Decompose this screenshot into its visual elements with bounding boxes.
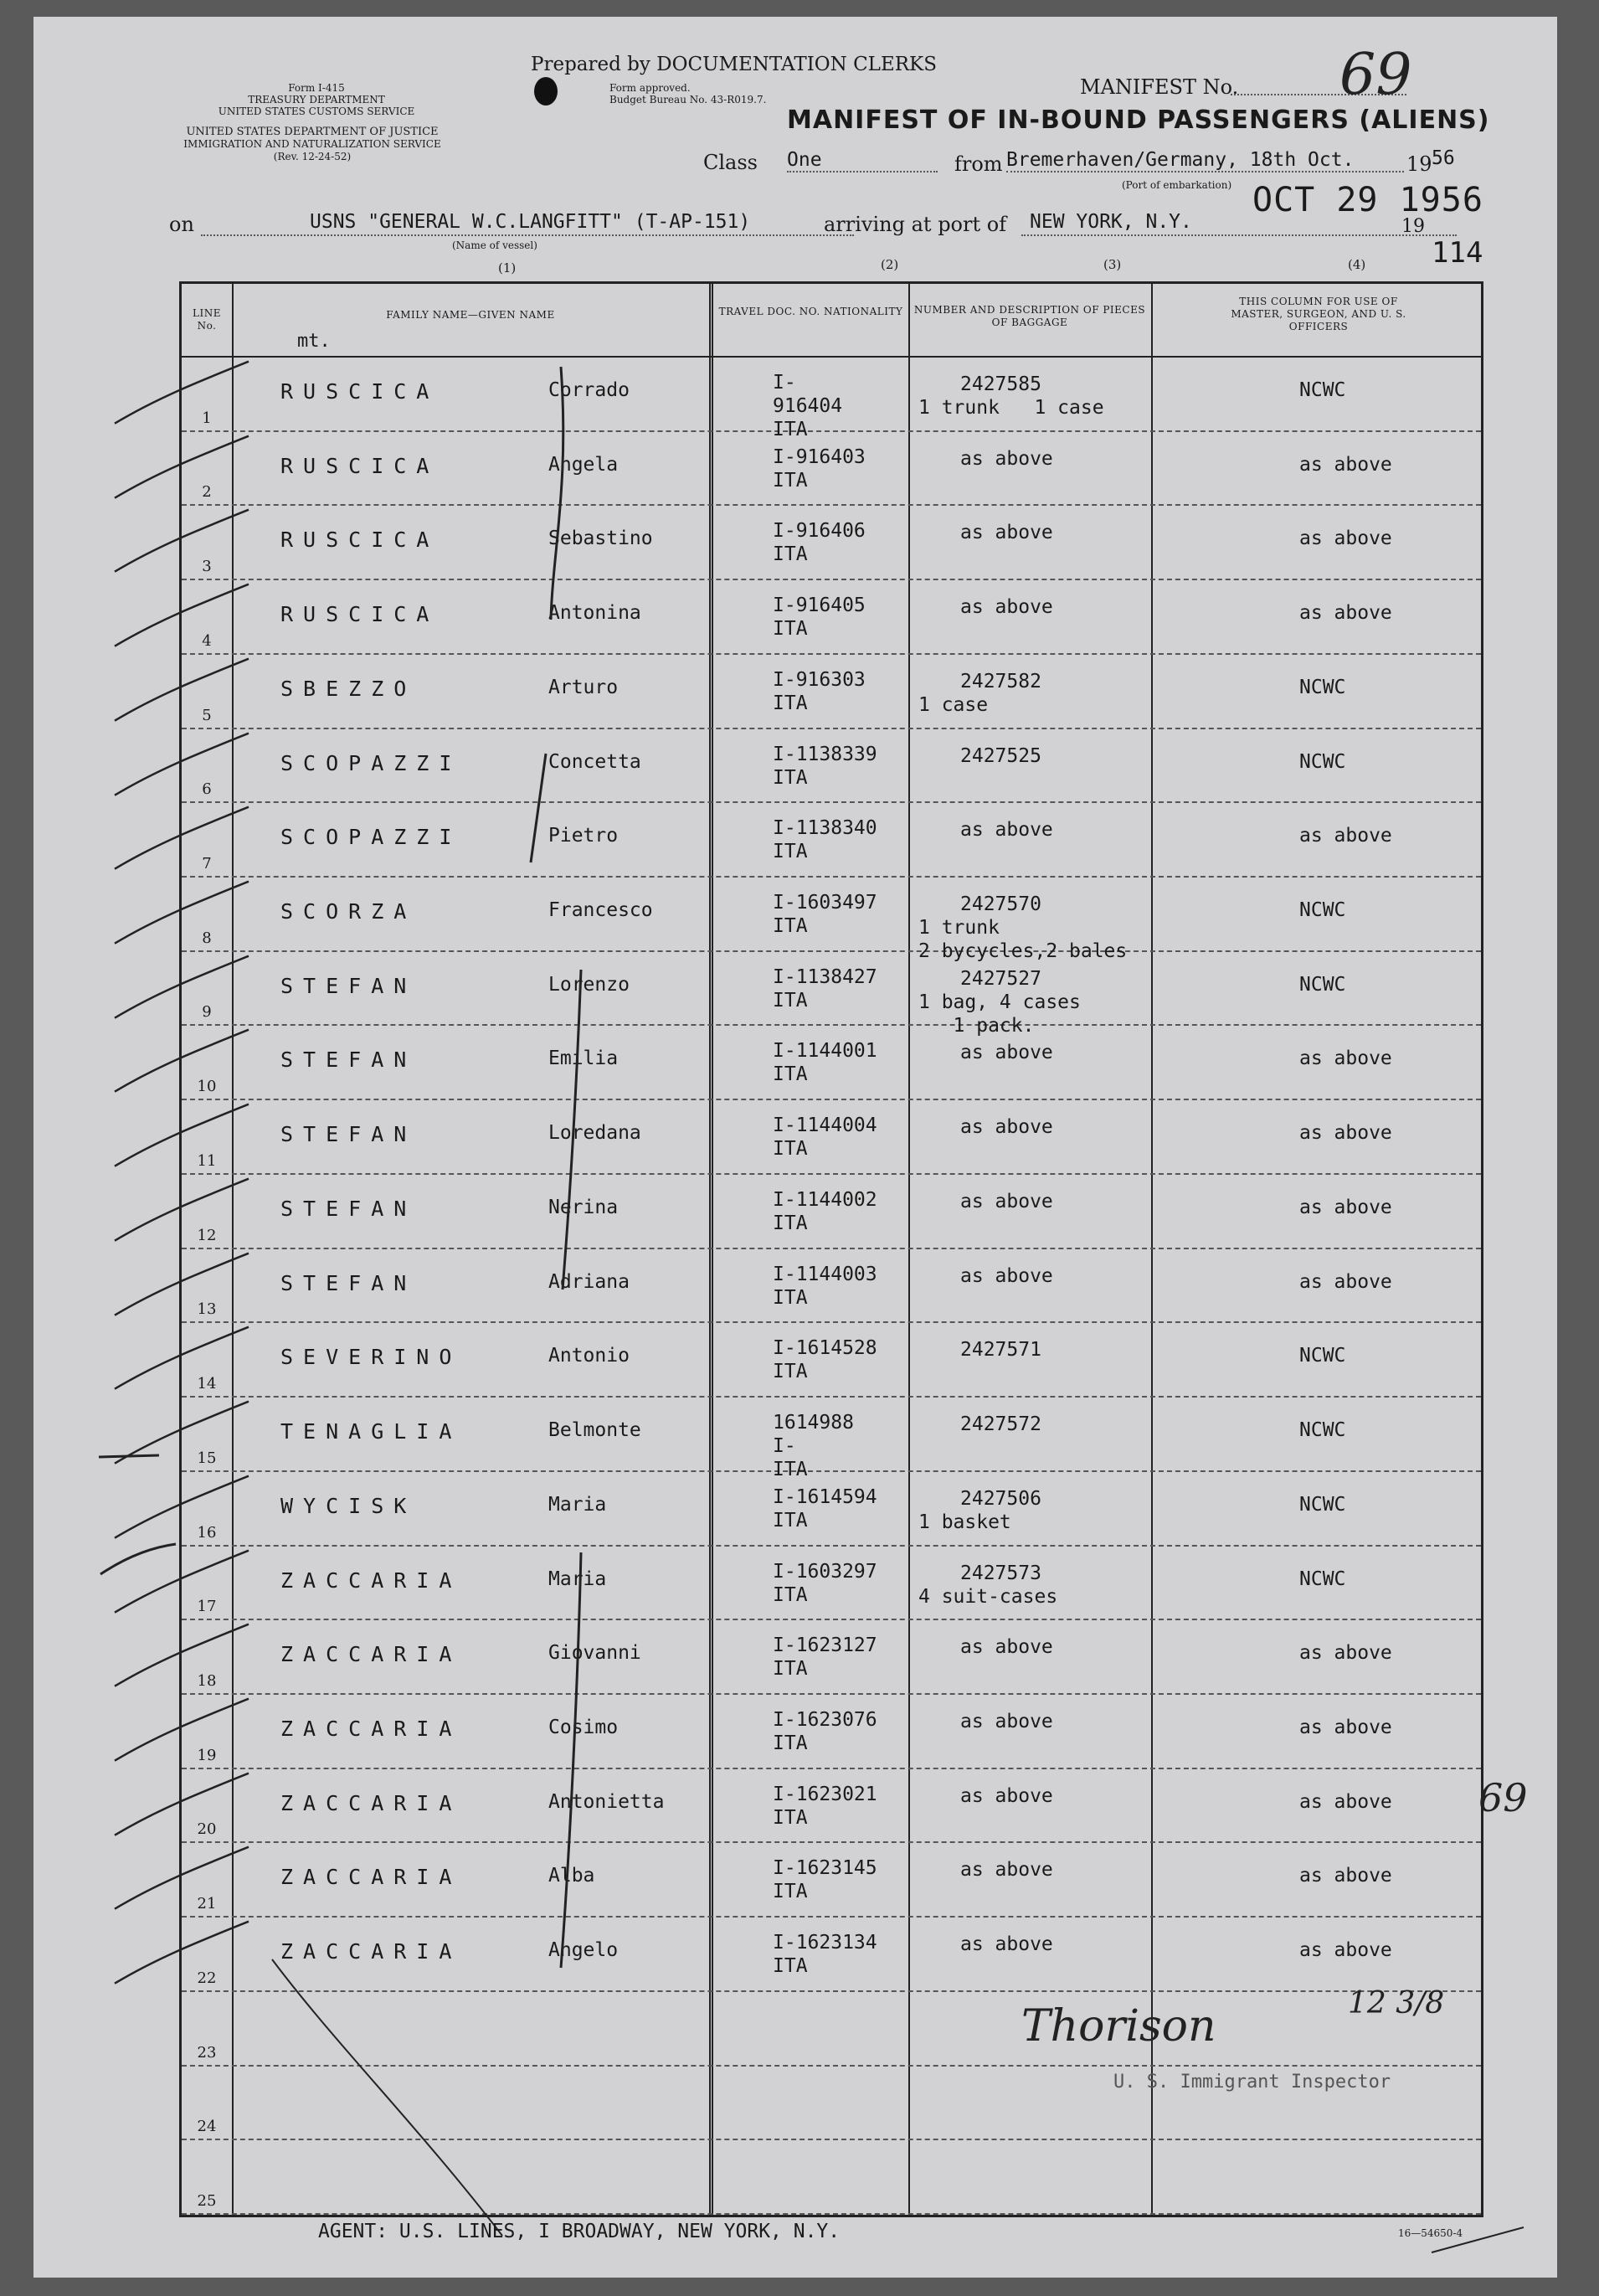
line-number: 12: [197, 1226, 217, 1244]
baggage-number: as above: [960, 1710, 1053, 1732]
given-name: Emilia: [548, 1048, 619, 1070]
travel-doc-number: I-1144003: [773, 1263, 877, 1285]
given-name: Francesco: [548, 899, 653, 922]
officer-note: NCWC: [1299, 899, 1346, 922]
port-caption: (Port of embarkation): [1122, 179, 1232, 191]
given-name: Sebastino: [548, 528, 653, 550]
family-name: RUSCICA: [280, 453, 440, 478]
baggage-description: 1 bag, 4 cases 1 pack.: [918, 991, 1081, 1037]
margin-dash: [99, 1455, 159, 1457]
travel-doc-number: I-1614528: [773, 1337, 877, 1360]
line-number: 8: [202, 929, 212, 947]
family-name: WYCISK: [280, 1493, 417, 1518]
family-name: RUSCICA: [280, 528, 440, 553]
family-name: STEFAN: [280, 1270, 417, 1295]
nationality: ITA: [773, 841, 808, 863]
line-number: 3: [202, 558, 212, 576]
nationality: ITA: [773, 618, 808, 641]
form-line-2: TREASURY DEPARTMENT: [248, 94, 385, 106]
family-name: STEFAN: [280, 1196, 417, 1221]
travel-doc-number: I-916405: [773, 595, 866, 617]
baggage-number: as above: [960, 1859, 1053, 1882]
officer-note: as above: [1299, 602, 1392, 625]
line-number: 15: [197, 1449, 217, 1467]
header-line-no: LINE No.: [193, 307, 221, 332]
family-name: RUSCICA: [280, 602, 440, 627]
header-baggage: NUMBER AND DESCRIPTION OF PIECES OF BAGGAGE: [913, 304, 1146, 328]
family-name: ZACCARIA: [280, 1865, 462, 1890]
line-number: 11: [197, 1151, 217, 1170]
manifest-sheet: [33, 17, 1557, 2278]
bracket-zaccaria: [561, 1552, 581, 1968]
on-label: on: [169, 213, 194, 236]
travel-doc-number: 1614988 I-: [773, 1412, 854, 1458]
margin-dash: [100, 1544, 176, 1574]
travel-doc-number: I- 916404: [773, 372, 843, 417]
baggage-number: as above: [960, 1042, 1053, 1064]
line-number: 19: [197, 1746, 217, 1764]
officer-note: NCWC: [1299, 1493, 1346, 1516]
closing-stroke: [272, 1959, 502, 2236]
given-name: Angelo: [548, 1939, 619, 1962]
given-name: Lorenzo: [548, 973, 630, 996]
baggage-number: as above: [960, 1636, 1053, 1659]
given-name: Angela: [548, 453, 619, 476]
bracket-ruscica: [551, 367, 563, 620]
baggage-number: as above: [960, 1784, 1053, 1807]
travel-doc-number: I-1623145: [773, 1857, 877, 1880]
line-number: 4: [202, 631, 212, 650]
baggage-number: as above: [960, 1933, 1053, 1956]
nationality: ITA: [773, 915, 808, 938]
baggage-description: 1 basket: [918, 1511, 1011, 1533]
form-line-3: UNITED STATES CUSTOMS SERVICE: [218, 106, 415, 117]
travel-doc-number: I-1623127: [773, 1634, 877, 1657]
inspector-title: U. S. Immigrant Inspector: [1113, 2072, 1391, 2093]
family-name: ZACCARIA: [280, 1939, 462, 1964]
officer-note: NCWC: [1299, 750, 1346, 773]
baggage-number: 2427527: [960, 967, 1041, 990]
given-name: Nerina: [548, 1196, 619, 1218]
nationality: ITA: [773, 1658, 808, 1681]
manifest-no-label: MANIFEST No.: [1080, 75, 1239, 99]
baggage-number: 2427582: [960, 670, 1041, 692]
officer-note: as above: [1299, 1122, 1392, 1145]
dept-line-3: (Rev. 12-24-52): [273, 151, 352, 162]
line-number: 2: [202, 483, 212, 502]
count-note: 12 3/8: [1348, 1986, 1445, 2021]
officer-note: NCWC: [1299, 1568, 1346, 1590]
officer-note: NCWC: [1299, 379, 1346, 401]
form-code: 16—54650-4: [1398, 2227, 1463, 2239]
travel-doc-number: I-1144002: [773, 1188, 877, 1211]
nationality: ITA: [773, 1212, 808, 1234]
nationality: ITA: [773, 1881, 808, 1903]
baggage-description: 1 trunk 1 case: [918, 397, 1104, 419]
officer-note: as above: [1299, 1716, 1392, 1738]
officer-note: as above: [1299, 1642, 1392, 1665]
travel-doc-number: I-1144001: [773, 1040, 877, 1063]
manifest-no-value: 69: [1339, 42, 1412, 108]
travel-doc-number: I-1603497: [773, 892, 877, 914]
line-number: 14: [197, 1375, 217, 1393]
travel-doc-number: I-1614594: [773, 1485, 877, 1508]
officer-note: as above: [1299, 1270, 1392, 1293]
given-name: Belmonte: [548, 1419, 641, 1442]
arrival-year-prefix: 19: [1401, 216, 1425, 237]
given-name: Alba: [548, 1865, 595, 1887]
travel-doc-number: I-1623021: [773, 1783, 877, 1805]
baggage-number: as above: [960, 819, 1053, 842]
margin-note: 69: [1478, 1775, 1528, 1820]
header-officers: THIS COLUMN FOR USE OF MASTER, SURGEON, AND U. S. OFFICERS: [1231, 296, 1406, 332]
nationality: ITA: [773, 989, 808, 1012]
approval-line-2: Budget Bureau No. 43-R019.7.: [609, 94, 767, 106]
baggage-number: as above: [960, 1264, 1053, 1287]
baggage-number: 2427525: [960, 744, 1041, 767]
given-name: Adriana: [548, 1270, 630, 1293]
baggage-number: 2427573: [960, 1562, 1041, 1584]
col-number-1: (1): [498, 260, 517, 275]
officer-note: as above: [1299, 1790, 1392, 1813]
from-label: from: [954, 152, 1003, 176]
line-number: 9: [202, 1003, 212, 1022]
baggage-number: as above: [960, 447, 1053, 470]
nationality: ITA: [773, 766, 808, 789]
officer-note: NCWC: [1299, 1345, 1346, 1367]
class-value: One: [787, 149, 822, 171]
line-number: 18: [197, 1671, 217, 1690]
line-number: 17: [197, 1598, 217, 1616]
nationality: ITA: [773, 1459, 808, 1481]
given-name: Maria: [548, 1493, 607, 1516]
manifest-title: MANIFEST OF IN-BOUND PASSENGERS (ALIENS): [787, 106, 1490, 135]
header-name: FAMILY NAME—GIVEN NAME: [386, 309, 555, 321]
nationality: ITA: [773, 1509, 808, 1532]
line-number: 1: [202, 409, 212, 427]
given-name: Cosimo: [548, 1716, 619, 1738]
inspector-signature: Thorison: [1021, 2001, 1216, 2051]
travel-doc-number: I-1138340: [773, 817, 877, 840]
family-name: RUSCICA: [280, 379, 440, 404]
line-number: 24: [197, 2118, 217, 2136]
family-name: ZACCARIA: [280, 1716, 462, 1741]
nationality: ITA: [773, 1063, 808, 1086]
nationality: ITA: [773, 1361, 808, 1383]
dept-line-2: IMMIGRATION AND NATURALIZATION SERVICE: [183, 138, 441, 150]
baggage-number: as above: [960, 596, 1053, 619]
given-name: Antonietta: [548, 1790, 665, 1813]
family-name: STEFAN: [280, 1048, 417, 1073]
col-number-2: (2): [881, 257, 899, 272]
travel-doc-number: I-1138339: [773, 743, 877, 765]
officer-note: as above: [1299, 1939, 1392, 1962]
family-name: ZACCARIA: [280, 1568, 462, 1593]
nationality: ITA: [773, 1138, 808, 1161]
prepared-by: Prepared by DOCUMENTATION CLERKS: [531, 54, 937, 75]
line-number: 5: [202, 706, 212, 724]
family-name: SEVERINO: [280, 1345, 462, 1370]
handwriting-marks: [33, 17, 1557, 2278]
baggage-number: 2427585: [960, 373, 1041, 395]
given-name: Arturo: [548, 676, 619, 698]
vessel-name: USNS "GENERAL W.C.LANGFITT" (T-AP-151): [310, 211, 751, 233]
bracket-stefan: [563, 970, 581, 1290]
line-number: 10: [197, 1078, 217, 1096]
given-name: Antonio: [548, 1345, 630, 1367]
officer-note: as above: [1299, 1196, 1392, 1218]
travel-doc-number: I-916403: [773, 445, 866, 468]
travel-doc-number: I-1623076: [773, 1708, 877, 1731]
baggage-description: 4 suit-cases: [918, 1585, 1058, 1608]
from-value: Bremerhaven/Germany, 18th Oct.: [1006, 149, 1355, 171]
bracket-scopazzi: [531, 754, 546, 862]
nationality: ITA: [773, 1286, 808, 1309]
travel-doc-number: I-1603297: [773, 1560, 877, 1583]
officer-note: NCWC: [1299, 1419, 1346, 1442]
given-name: Concetta: [548, 750, 641, 773]
line-number: 21: [197, 1895, 217, 1913]
nationality: ITA: [773, 1583, 808, 1606]
baggage-number: 2427506: [960, 1487, 1041, 1510]
class-label: Class: [703, 151, 758, 174]
dept-line-1: UNITED STATES DEPARTMENT OF JUSTICE: [186, 126, 439, 138]
given-name: Maria: [548, 1568, 607, 1590]
travel-doc-number: I-1138427: [773, 965, 877, 988]
nationality: ITA: [773, 1732, 808, 1754]
col-number-4: (4): [1348, 257, 1366, 272]
nationality: ITA: [773, 1806, 808, 1829]
year-value: 56: [1432, 147, 1455, 169]
nationality: ITA: [773, 543, 808, 566]
year-prefix: 19: [1406, 152, 1432, 176]
family-name: SCOPAZZI: [280, 750, 462, 775]
approval-line-1: Form approved.: [609, 82, 691, 94]
officer-note: as above: [1299, 528, 1392, 550]
baggage-number: 2427571: [960, 1339, 1041, 1362]
baggage-number: 2427570: [960, 893, 1041, 916]
line-number: 16: [197, 1523, 217, 1542]
line-number: 23: [197, 2043, 217, 2062]
line-number: 7: [202, 855, 212, 873]
arrival-stamp: OCT 29 1956: [1252, 181, 1483, 219]
nationality: ITA: [773, 1955, 808, 1978]
family-name: SCOPAZZI: [280, 825, 462, 850]
line-number: 13: [197, 1300, 217, 1319]
family-name: SBEZZO: [280, 676, 417, 701]
officer-note: NCWC: [1299, 973, 1346, 996]
officer-note: as above: [1299, 453, 1392, 476]
arrival-port: NEW YORK, N.Y.: [1030, 211, 1192, 233]
family-name: SCORZA: [280, 899, 417, 924]
line-number: 22: [197, 1969, 217, 1987]
officer-note: as above: [1299, 1048, 1392, 1070]
officer-note: NCWC: [1299, 676, 1346, 698]
vessel-caption: (Name of vessel): [452, 239, 537, 251]
baggage-description: 1 trunk 2 bycycles,2 bales: [918, 917, 1128, 963]
family-name: ZACCARIA: [280, 1790, 462, 1815]
family-name: STEFAN: [280, 973, 417, 998]
family-name: TENAGLIA: [280, 1419, 462, 1444]
given-name: Corrado: [548, 379, 630, 401]
agent-line: AGENT: U.S. LINES, I BROADWAY, NEW YORK, N.Y.: [318, 2221, 841, 2242]
given-name: Antonina: [548, 602, 641, 625]
col-number-3: (3): [1103, 257, 1122, 272]
nationality: ITA: [773, 419, 808, 440]
baggage-description: 1 case: [918, 693, 989, 716]
nationality: ITA: [773, 469, 808, 492]
travel-doc-number: I-1144004: [773, 1115, 877, 1137]
baggage-number: as above: [960, 1116, 1053, 1139]
line-number: 20: [197, 1820, 217, 1839]
mt-note: mt.: [297, 331, 331, 352]
officer-note: as above: [1299, 1865, 1392, 1887]
travel-doc-number: I-916303: [773, 668, 866, 691]
given-name: Giovanni: [548, 1642, 641, 1665]
form-line-1: Form I-415: [288, 82, 345, 94]
given-name: Pietro: [548, 825, 619, 847]
travel-doc-number: I-916406: [773, 520, 866, 543]
travel-doc-number: I-1623134: [773, 1932, 877, 1954]
baggage-number: as above: [960, 1190, 1053, 1212]
baggage-number: 2427572: [960, 1413, 1041, 1436]
given-name: Loredana: [548, 1122, 641, 1145]
nationality: ITA: [773, 692, 808, 714]
officer-note: as above: [1299, 825, 1392, 847]
arriving-label: arriving at port of: [824, 213, 1007, 236]
header-travel-doc: TRAVEL DOC. NO. NATIONALITY: [718, 306, 903, 317]
family-name: STEFAN: [280, 1122, 417, 1147]
line-number: 25: [197, 2191, 217, 2210]
page-number: 114: [1432, 236, 1483, 270]
family-name: ZACCARIA: [280, 1642, 462, 1667]
baggage-number: as above: [960, 522, 1053, 544]
line-number: 6: [202, 780, 212, 799]
